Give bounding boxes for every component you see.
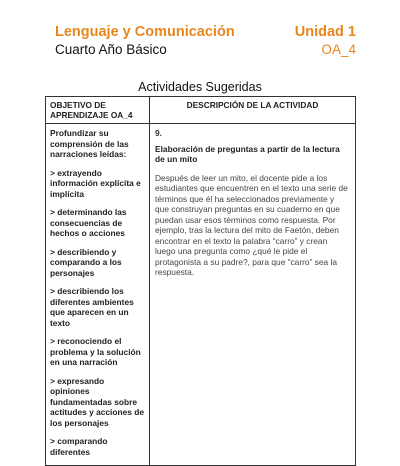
- objective-item: > describiendo y comparando a los personajes: [50, 246, 122, 278]
- grade-level: Cuarto Año Básico: [55, 42, 167, 57]
- objective-item: > comparando diferentes: [50, 436, 108, 457]
- activities-table: [45, 96, 356, 466]
- activity-number: 9.: [155, 128, 162, 138]
- objective-item: > determinando las consecuencias de hechos o acciones: [50, 207, 127, 238]
- oa-label: OA_4: [321, 42, 356, 57]
- activity-description-cell: [150, 124, 356, 466]
- objective-column-header: OBJETIVO DE APRENDIZAJE OA_4: [46, 97, 150, 124]
- objective-item: > expresando opiniones fundamentadas sobre actitudes y acciones de los personajes: [50, 375, 145, 428]
- table-row: [46, 124, 356, 466]
- objective-item: > describiendo los diferentes ambientes que aparecen en un texto: [50, 286, 134, 328]
- document-header-left: [55, 24, 235, 58]
- objectives-cell: [46, 124, 150, 466]
- activity-description: Después de leer un mito, el docente pide a los estudiantes que encuentren en el texto una serie de términos que él ha seleccionados previamente y que construyan preguntas en su cuaderno en que puedan usar esos términos como respuesta. Por ejemplo, tras la lectura del mito de Faetón, deben encontrar en el texto la palabra “carro” y crean luego una pregunta como ¿qué le pide el protagonista a su padre?, para que “carro” sea la respuesta.: [155, 172, 348, 277]
- section-title: Actividades Sugeridas: [138, 80, 262, 94]
- objective-item: > reconociendo el problema y la solución en una narración: [50, 336, 141, 367]
- activity-title: Elaboración de preguntas a partir de la lectura de un mito: [155, 143, 340, 164]
- description-column-header: DESCRIPCIÓN DE LA ACTIVIDAD: [150, 97, 356, 124]
- subject-title: Lenguaje y Comunicación: [55, 24, 235, 40]
- unit-label: Unidad 1: [294, 24, 356, 40]
- objective-item: Profundizar su comprensión de las narraciones leídas:: [50, 128, 129, 159]
- document-header-right: [295, 24, 356, 58]
- objective-item: > extrayendo información explícita e implícita: [50, 167, 141, 199]
- table-header-row: [46, 97, 356, 124]
